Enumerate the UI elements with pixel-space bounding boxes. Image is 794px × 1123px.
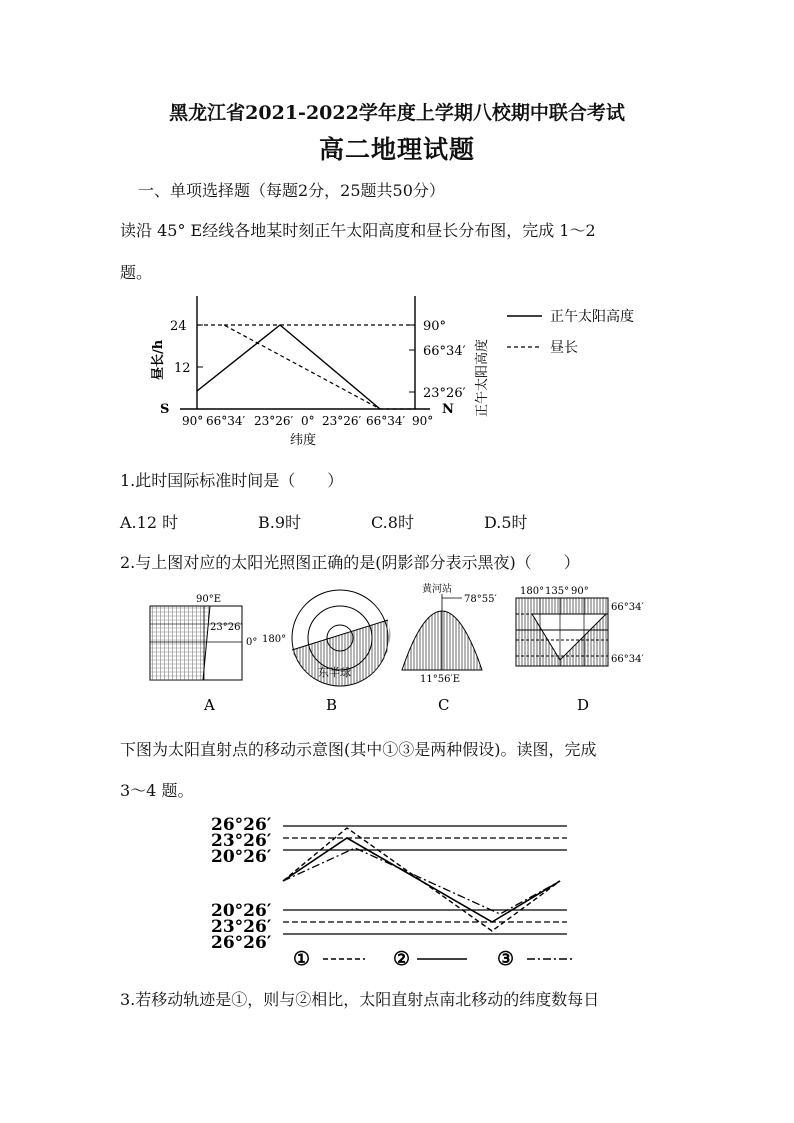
- y2tick-label-66: 66°34′: [423, 344, 466, 359]
- fig-d-label-90: 90°: [571, 586, 589, 597]
- exam-subtitle: 高二地理试题: [318, 135, 475, 164]
- label-s: S: [160, 402, 170, 417]
- fig-d-label-66b: 66°34′: [611, 654, 644, 665]
- intro2-line2: 3～4 题。: [120, 781, 194, 800]
- y2-axis-label: 正午太阳高度: [475, 338, 490, 417]
- xtick-label-23n: 23°26′: [322, 414, 362, 428]
- label-n: N: [442, 402, 454, 417]
- q1-option-a[interactable]: A.12 时: [120, 513, 179, 532]
- figure-c[interactable]: [402, 582, 497, 685]
- figure-a[interactable]: [150, 594, 257, 680]
- label-bottom-26: 26°26′: [211, 933, 272, 953]
- fig-letter-c: C: [438, 696, 450, 712]
- fig-b-label-180: 180°: [262, 634, 287, 645]
- legend-1-symbol: ①: [293, 948, 311, 970]
- ytick-label-12: 12: [174, 361, 191, 376]
- q2-figures: [140, 582, 680, 712]
- label-top-23: 23°26′: [211, 831, 272, 851]
- label-top-20: 20°26′: [211, 847, 272, 867]
- xtick-label-23s: 23°26′: [254, 414, 294, 428]
- x-axis-label: 纬度: [290, 433, 317, 448]
- label-top-26: 26°26′: [211, 815, 272, 835]
- fig-d-label-180: 180°: [520, 586, 545, 597]
- legend-3-symbol: ③: [497, 948, 515, 970]
- intro2-line1: 下图为太阳直射点的移动示意图(其中①③是两种假设)。读图，完成: [120, 740, 597, 759]
- fig-a-label-0: 0°: [246, 637, 258, 648]
- legend-2-symbol: ②: [393, 948, 411, 970]
- fig-c-label-station: 黄河站: [422, 584, 452, 595]
- intro1-line1: 读沿 45° E经线各地某时刻正午太阳高度和昼长分布图，完成 1～2: [120, 221, 596, 240]
- legend-dashed-label: 昼长: [550, 340, 578, 356]
- latitude-chart: [140, 292, 660, 452]
- q2-stem: 2.与上图对应的太阳光照图正确的是(阴影部分表示黑夜)（ ）: [120, 553, 580, 572]
- xtick-label-66n: 66°34′: [366, 414, 406, 428]
- xtick-label-90n: 90°: [412, 414, 434, 428]
- y-axis-label: 昼长/h: [151, 339, 166, 380]
- fig-d-label-135: 135°: [545, 586, 570, 597]
- exam-title: 黑龙江省2021-2022学年度上学期八校期中联合考试: [169, 102, 625, 124]
- direct-point-diagram: [205, 810, 585, 980]
- series-noon-sun-altitude: [197, 325, 380, 409]
- fig-c-label-lat: 78°55′: [464, 594, 497, 605]
- fig-letter-b: B: [326, 696, 338, 712]
- fig-letter-d: D: [577, 696, 590, 712]
- q1-option-b[interactable]: B.9时: [258, 513, 302, 532]
- section-heading: 一、单项选择题（每题2分，25题共50分）: [138, 181, 445, 200]
- y2tick-label-90: 90°: [423, 319, 447, 334]
- fig-a-label-23: 23°26′: [210, 622, 243, 633]
- q1-option-c[interactable]: C.8时: [371, 513, 414, 532]
- q3-stem: 3.若移动轨迹是①，则与②相比，太阳直射点南北移动的纬度数每日: [120, 990, 600, 1009]
- fig-b-label-east-hemisphere: 东半球: [318, 666, 351, 679]
- xtick-label-0: 0°: [301, 414, 315, 428]
- xtick-label-66s: 66°34′: [206, 414, 246, 428]
- figure-b[interactable]: [262, 590, 390, 686]
- label-bottom-20: 20°26′: [211, 901, 272, 921]
- legend-solid-label: 正午太阳高度: [550, 309, 634, 325]
- figure-d[interactable]: [516, 586, 644, 666]
- fig-d-label-66a: 66°34′: [611, 602, 644, 613]
- fig-letter-a: A: [204, 696, 215, 712]
- xtick-label-90s: 90°: [182, 414, 204, 428]
- fig-a-label-90e: 90°E: [196, 594, 222, 605]
- fig-c-label-lon: 11°56′E: [420, 674, 461, 685]
- series-day-length: [197, 325, 415, 409]
- track-1-dashed: [283, 828, 560, 931]
- q1-option-d[interactable]: D.5时: [484, 513, 528, 532]
- intro1-line2: 题。: [120, 263, 153, 282]
- ytick-label-24: 24: [170, 319, 187, 334]
- q1-stem: 1.此时国际标准时间是（ ）: [120, 471, 344, 490]
- y2tick-label-23: 23°26′: [423, 386, 466, 401]
- label-bottom-23: 23°26′: [211, 917, 272, 937]
